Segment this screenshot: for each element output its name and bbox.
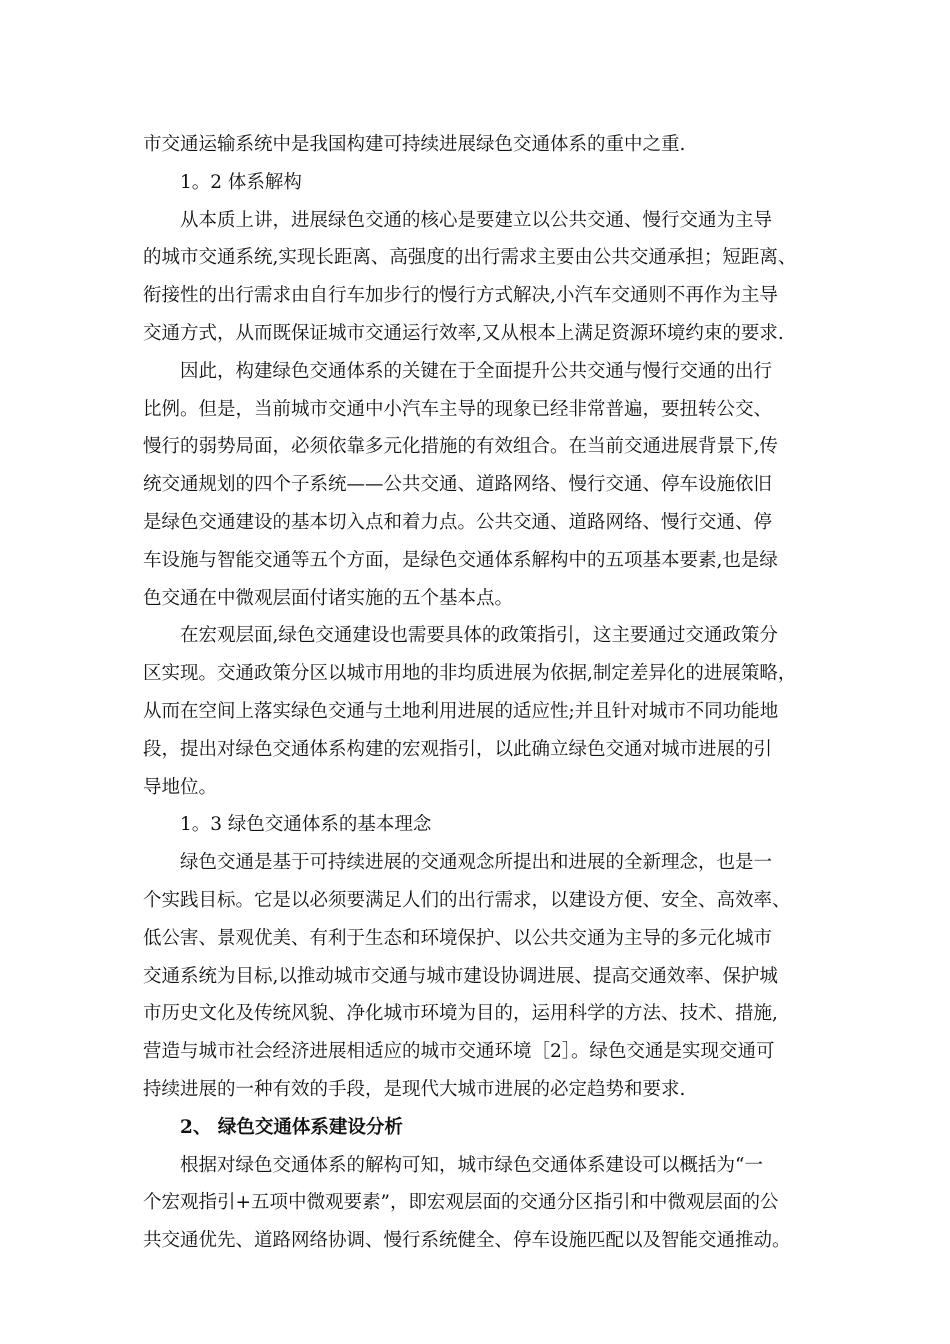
text-line: 个宏观指引+五项中微观要素”，即宏观层面的交通分区指引和中微观层面的公	[143, 1192, 779, 1214]
text-line: 车设施与智能交通等五个方面，是绿色交通体系解构中的五项基本要素,也是绿	[143, 549, 778, 571]
text-line: 在宏观层面,绿色交通建设也需要具体的政策指引，这主要通过交通政策分	[180, 625, 778, 647]
text-line: 区实现。交通政策分区以城市用地的非均质进展为依据,制定差异化的进展策略，	[143, 663, 797, 685]
text-line: 根据对绿色交通体系的解构可知，城市绿色交通体系建设可以概括为“一	[180, 1154, 763, 1176]
text-line: 段，提出对绿色交通体系构建的宏观指引，以此确立绿色交通对城市进展的引	[143, 738, 773, 760]
text-line: 因此，构建绿色交通体系的关键在于全面提升公共交通与慢行交通的出行	[180, 360, 773, 382]
text-line: 交通系统为目标,以推动城市交通与城市建设协调进展、提高交通效率、保护城	[143, 965, 778, 987]
text-line: 个实践目标。它是以必须要满足人们的出行需求，以建设方便、安全、高效率、	[143, 889, 791, 911]
text-line: 色交通在中微观层面付诸实施的五个基本点。	[143, 587, 514, 609]
text-line: 慢行的弱势局面，必须依靠多元化措施的有效组合。在当前交通进展背景下,传	[143, 436, 778, 458]
text-line: 的城市交通系统,实现长距离、高强度的出行需求主要由公共交通承担；短距离、	[143, 247, 797, 269]
text-line: 衔接性的出行需求由自行车加步行的慢行方式解决,小汽车交通则不再作为主导	[143, 285, 778, 307]
text-line: 持续进展的一种有效的手段，是现代大城市进展的必定趋势和要求.	[143, 1078, 686, 1100]
text-line: 低公害、景观优美、有利于生态和环境保护、以公共交通为主导的多元化城市	[143, 927, 773, 949]
text-line: 绿色交通是基于可持续进展的交通观念所提出和进展的全新理念，也是一	[180, 852, 773, 874]
text-line: 比例。但是，当前城市交通中小汽车主导的现象已经非常普遍，要扭转公交、	[143, 398, 773, 420]
text-line: 从本质上讲，进展绿色交通的核心是要建立以公共交通、慢行交通为主导	[180, 209, 773, 231]
text-line: 市交通运输系统中是我国构建可持续进展绿色交通体系的重中之重.	[143, 134, 686, 155]
text-line: 统交通规划的四个子系统——公共交通、道路网络、慢行交通、停车设施依旧	[143, 474, 773, 496]
text-line: 共交通优先、道路网络协调、慢行系统健全、停车设施匹配以及智能交通推动。	[143, 1230, 791, 1252]
text-line: 导地位。	[143, 776, 218, 798]
text-line: 市历史文化及传统风貌、净化城市环境为目的，运用科学的方法、技术、措施,	[143, 1003, 778, 1025]
text-line: 是绿色交通建设的基本切入点和着力点。公共交通、道路网络、慢行交通、停	[143, 511, 773, 533]
document-body	[143, 126, 813, 1260]
text-line: 营造与城市社会经济进展相适应的城市交通环境［2］。绿色交通是实现交通可	[143, 1041, 775, 1063]
section-heading: 2、 绿色交通体系建设分析	[180, 1116, 403, 1138]
text-line: 1。2 体系解构	[180, 171, 302, 193]
text-line: 1。3 绿色交通体系的基本理念	[180, 814, 432, 836]
text-line: 从而在空间上落实绿色交通与土地利用进展的适应性;并且针对城市不同功能地	[143, 700, 779, 722]
text-line: 交通方式，从而既保证城市交通运行效率,又从根本上满足资源环境约束的要求.	[143, 322, 784, 344]
